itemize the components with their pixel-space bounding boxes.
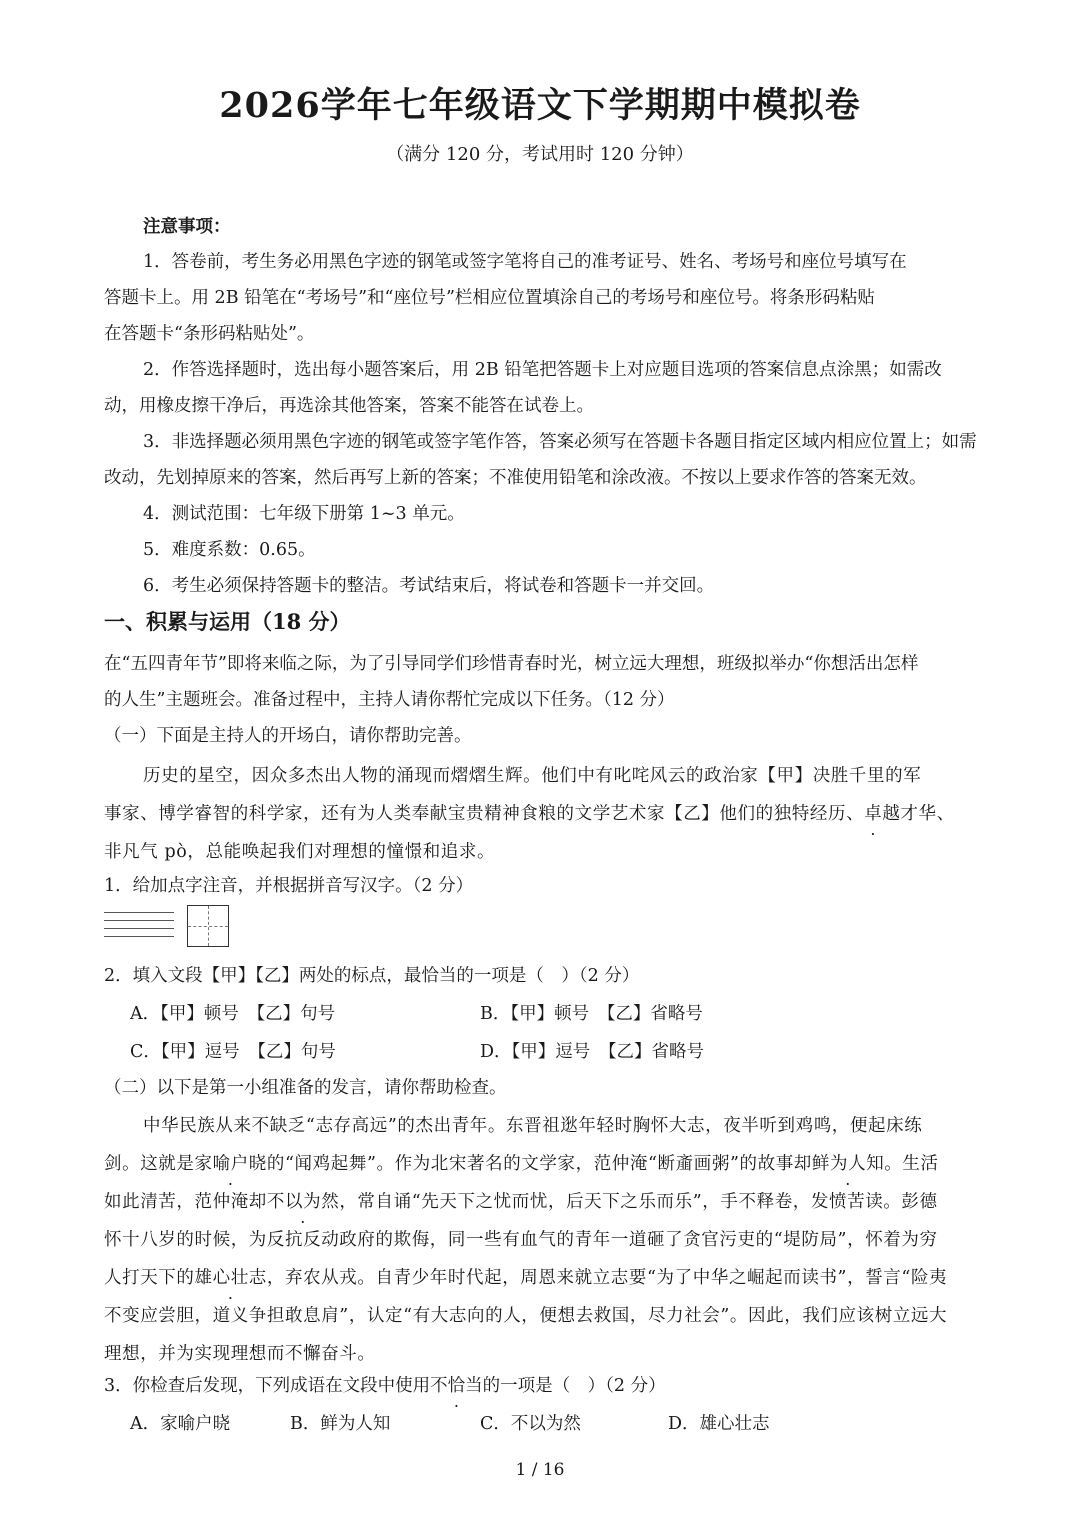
part-heading: （一）下面是主持人的开场白，请你帮助完善。	[104, 726, 472, 746]
notice-line: 6．考生必须保持答题卡的整洁。考试结束后，将试卷和答题卡一并交回。	[143, 576, 715, 596]
passage-line	[104, 1264, 947, 1289]
notice-line: 5．难度系数：0.65。	[143, 540, 316, 560]
passage-text: 事家、博学睿智的科学家，还有为人类奉献宝贵精神食粮的文学艺术家【乙】他们的独特经历、	[104, 804, 865, 824]
passage-line: 不变应尝胆，道义争担敢息肩”，认定“有大志向的人，便想去救国，尽力社会”。因此，我们应该树立远大	[104, 1306, 948, 1326]
q3-option-d[interactable]: D．雄心壮志	[668, 1414, 770, 1434]
dotted-idiom: 鲜为人知	[811, 1154, 885, 1174]
page-number: 1 / 16	[515, 1460, 565, 1480]
passage-text: ，常自诵“先天下之忧而忧，后天下之乐而乐”，手不释卷，发愤苦读。彭德	[339, 1192, 938, 1212]
answer-lines[interactable]	[104, 912, 174, 944]
question-2: 2．填入文段【甲】【乙】两处的标点，最恰当的一项是（ ）（2 分）	[104, 966, 640, 986]
answer-line	[104, 912, 174, 913]
character-grid-box[interactable]	[187, 905, 229, 947]
passage-line: 历史的星空，因众多杰出人物的涌现而熠熠生辉。他们中有叱咤风云的政治家【甲】决胜千里的军	[143, 766, 922, 786]
passage-line: 中华民族从来不缺乏“志存高远”的杰出青年。东晋祖逖年轻时胸怀大志，夜半听到鸡鸣，便起床练	[143, 1116, 923, 1136]
q2-option-c[interactable]: C．【甲】逗号 【乙】句号	[130, 1042, 336, 1062]
notice-line: 答题卡上。用 2B 铅笔在“考场号”和“座位号”栏相应位置填涂自己的考场号和座位号。将条形码粘贴	[104, 288, 875, 308]
notice-line: 改动，先划掉原来的答案，然后再写上新的答案；不准使用铅笔和涂改液。不按以上要求作答的答案无效。	[104, 468, 927, 488]
question-text: 3．你检查后发现，下列成语在文段中使用	[104, 1376, 431, 1396]
passage-text: 剑。这就是	[104, 1154, 195, 1174]
q3-option-c[interactable]: C．不以为然	[480, 1414, 581, 1434]
notice-line: 4．测试范围：七年级下册第 1~3 单元。	[143, 504, 465, 524]
exam-title: 2026学年七年级语文下学期期中模拟卷	[219, 85, 861, 126]
passage-line: 非凡气 pò，总能唤起我们对理想的憧憬和追求。	[104, 842, 496, 862]
dotted-keyword: 不恰当	[430, 1376, 483, 1396]
passage-line	[104, 1188, 938, 1213]
dotted-idiom: 家喻户晓	[194, 1154, 267, 1174]
section-heading: 一、积累与运用（18 分）	[104, 609, 351, 634]
passage-line	[104, 1150, 939, 1175]
dotted-char: 卓	[864, 804, 883, 824]
section-intro-line: 在“五四青年节”即将来临之际，为了引导同学们珍惜青春时光，树立远大理想，班级拟举办“你想活出怎样	[104, 654, 919, 674]
passage-text: 如此清苦，范仲淹却	[104, 1192, 267, 1212]
question-text: 的一项是（ ）（2 分）	[482, 1376, 666, 1396]
passage-text: 越才华、	[882, 804, 955, 824]
grid-divider	[188, 926, 228, 927]
notice-heading: 注意事项：	[143, 217, 231, 237]
passage-line	[104, 800, 955, 825]
q3-option-b[interactable]: B．鲜为人知	[290, 1414, 391, 1434]
dotted-idiom: 雄心壮志	[194, 1268, 267, 1288]
passage-text: ，弃农从戎。自青少年时代起，周恩来就立志要“为了中华之崛起而读书”，誓言“险夷	[266, 1268, 948, 1288]
q2-option-b[interactable]: B．【甲】顿号 【乙】省略号	[480, 1004, 703, 1024]
notice-line: 动，用橡皮擦干净后，再选涂其他答案，答案不能答在试卷上。	[104, 396, 594, 416]
passage-text: 。生活	[884, 1154, 939, 1174]
notice-line: 3．非选择题必须用黑色字迹的钢笔或签字笔作答，答案必须写在答题卡各题目指定区域内相应位置上；如需	[143, 432, 977, 452]
q3-option-a[interactable]: A．家喻户晓	[130, 1414, 231, 1434]
answer-line	[104, 928, 174, 929]
question-1: 1．给加点字注音，并根据拼音写汉字。（2 分）	[104, 876, 474, 896]
section-intro-line: 的人生”主题班会。准备过程中，主持人请你帮忙完成以下任务。（12 分）	[104, 690, 675, 710]
q2-option-d[interactable]: D．【甲】逗号 【乙】省略号	[480, 1042, 705, 1062]
passage-line: 怀十八岁的时候，为反抗反动政府的欺侮，同一些有血气的青年一道砸了贪官污吏的“堤防局”，怀着为穷	[104, 1230, 938, 1250]
question-3	[104, 1372, 666, 1397]
exam-subtitle: （满分 120 分，考试用时 120 分钟）	[386, 144, 694, 165]
answer-line	[104, 920, 174, 921]
q2-option-a[interactable]: A．【甲】顿号 【乙】句号	[130, 1004, 336, 1024]
passage-line: 理想，并为实现理想而不懈奋斗。	[104, 1344, 376, 1364]
passage-text: 人打天下的	[104, 1268, 195, 1288]
notice-line: 在答题卡“条形码粘贴处”。	[104, 324, 315, 344]
answer-line	[104, 936, 174, 937]
notice-line: 2．作答选择题时，选出每小题答案后，用 2B 铅笔把答题卡上对应题目选项的答案信息点涂黑；如需改	[143, 360, 942, 380]
part-heading: （二）以下是第一小组准备的发言，请你帮助检查。	[104, 1078, 507, 1098]
notice-line: 1．答卷前，考生务必用黑色字迹的钢笔或签字笔将自己的准考证号、姓名、考场号和座位号填写在	[143, 252, 907, 272]
dotted-idiom: 不以为然	[266, 1192, 340, 1212]
passage-text: 的“闻鸡起舞”。作为北宋著名的文学家，范仲淹“断齑画粥”的故事却	[266, 1154, 812, 1174]
